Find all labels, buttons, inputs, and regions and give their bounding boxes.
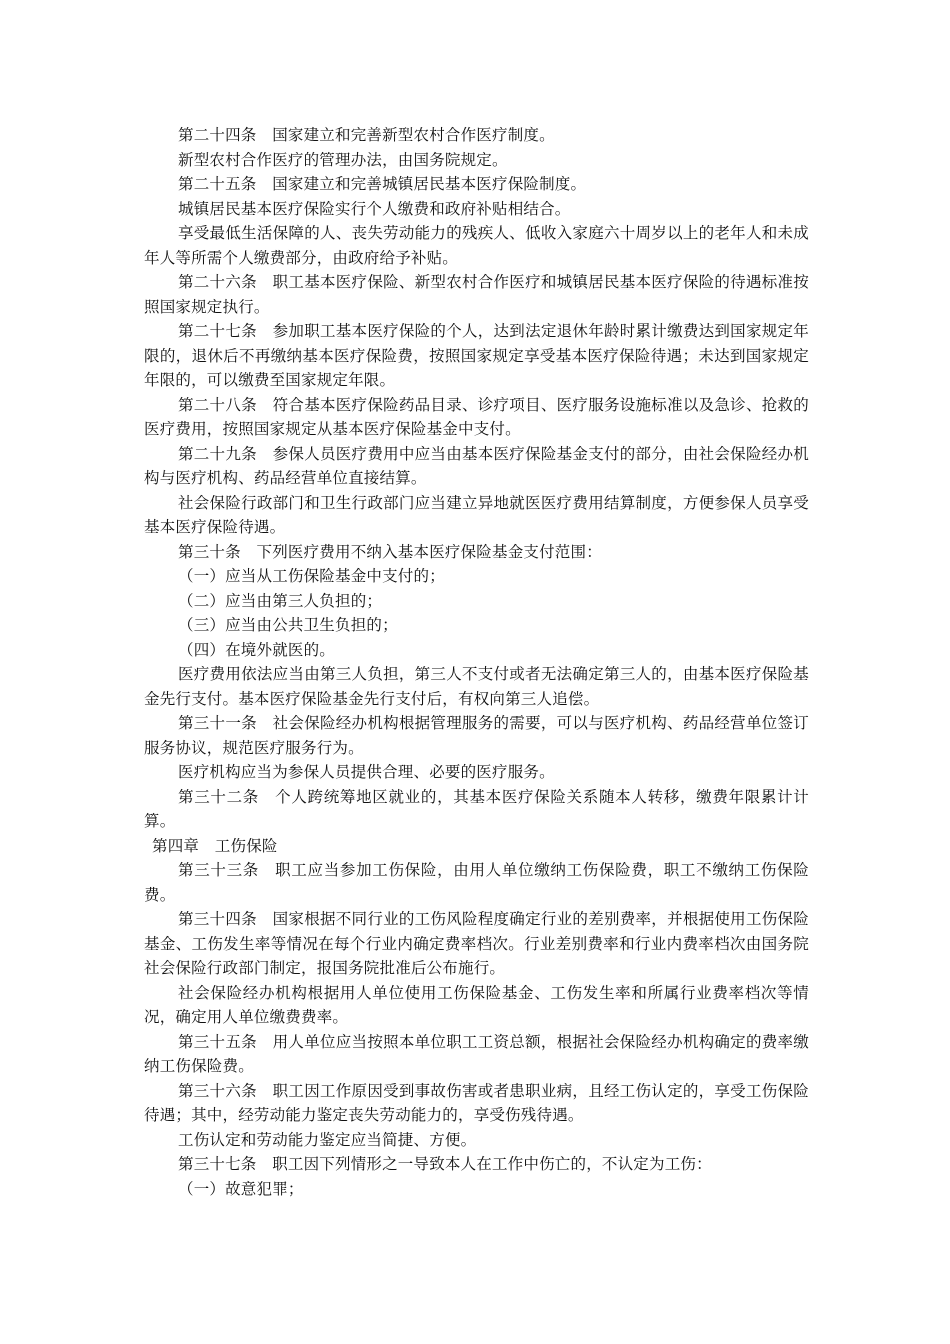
article-25-clause-1: 城镇居民基本医疗保险实行个人缴费和政府补贴相结合。 xyxy=(178,199,571,218)
chapter-heading: 第四章 工伤保险 xyxy=(152,836,278,855)
article-37: 第三十七条 职工因下列情形之一导致本人在工作中伤亡的，不认定为工伤： xyxy=(178,1155,712,1173)
article-31-clause: 医疗机构应当为参保人员提供合理、必要的医疗服务。 xyxy=(178,763,555,781)
article-34: 第三十四条 国家根据不同行业的工伤风险程度确定行业的差别费率，并根据使用工伤保险基金、工伤发生率等情况在每个行业内确定费率档次。行业差别费率和行业内费率档次由国务院社会保险行政部门制定，报国务院批准后公布施行。 xyxy=(144,910,809,977)
article-31: 第三十一条 社会保险经办机构根据管理服务的需要，可以与医疗机构、药品经营单位签订服务协议，规范医疗服务行为。 xyxy=(144,714,809,757)
article-35: 第三十五条 用人单位应当按照本单位职工工资总额，根据社会保险经办机构确定的费率缴纳工伤保险费。 xyxy=(144,1032,809,1075)
article-36-clause: 工伤认定和劳动能力鉴定应当简捷、方便。 xyxy=(178,1130,477,1149)
article-24-clause: 新型农村合作医疗的管理办法，由国务院规定。 xyxy=(178,150,508,169)
article-34-clause: 社会保险经办机构根据用人单位使用工伤保险基金、工伤发生率和所属行业费率档次等情况，确定用人单位缴费费率。 xyxy=(144,983,809,1026)
article-30-clause: 医疗费用依法应当由第三人负担，第三人不支付或者无法确定第三人的，由基本医疗保险基金先行支付。基本医疗保险基金先行支付后，有权向第三人追偿。 xyxy=(144,665,809,708)
article-30-item-2: （二）应当由第三人负担的； xyxy=(178,591,383,610)
article-29-clause: 社会保险行政部门和卫生行政部门应当建立异地就医医疗费用结算制度，方便参保人员享受基本医疗保险待遇。 xyxy=(144,493,809,536)
article-28: 第二十八条 符合基本医疗保险药品目录、诊疗项目、医疗服务设施标准以及急诊、抢救的医疗费用，按照国家规定从基本医疗保险基金中支付。 xyxy=(144,395,809,438)
article-25-clause-2: 享受最低生活保障的人、丧失劳动能力的残疾人、低收入家庭六十周岁以上的老年人和未成年人等所需个人缴费部分，由政府给予补贴。 xyxy=(144,224,809,267)
article-27: 第二十七条 参加职工基本医疗保险的个人，达到法定退休年龄时累计缴费达到国家规定年限的，退休后不再缴纳基本医疗保险费，按照国家规定享受基本医疗保险待遇；未达到国家规定年限的，可以缴费至国家规定年限。 xyxy=(144,322,809,389)
article-25: 第二十五条 国家建立和完善城镇居民基本医疗保险制度。 xyxy=(178,175,587,193)
article-36: 第三十六条 职工因工作原因受到事故伤害或者患职业病，且经工伤认定的，享受工伤保险待遇；其中，经劳动能力鉴定丧失劳动能力的，享受伤残待遇。 xyxy=(144,1081,809,1124)
article-30-item-4: （四）在境外就医的。 xyxy=(178,640,336,659)
article-32: 第三十二条 个人跨统筹地区就业的，其基本医疗保险关系随本人转移，缴费年限累计计算。 xyxy=(144,787,809,830)
article-30-item-1: （一）应当从工伤保险基金中支付的； xyxy=(178,567,445,585)
article-30: 第三十条 下列医疗费用不纳入基本医疗保险基金支付范围： xyxy=(178,542,602,561)
article-26: 第二十六条 职工基本医疗保险、新型农村合作医疗和城镇居民基本医疗保险的待遇标准按照国家规定执行。 xyxy=(144,273,809,316)
article-33: 第三十三条 职工应当参加工伤保险，由用人单位缴纳工伤保险费，职工不缴纳工伤保险费。 xyxy=(144,861,809,904)
article-29: 第二十九条 参保人员医疗费用中应当由基本医疗保险基金支付的部分，由社会保险经办机构与医疗机构、药品经营单位直接结算。 xyxy=(144,444,809,487)
article-37-item-1: （一）故意犯罪； xyxy=(178,1179,304,1198)
article-30-item-3: （三）应当由公共卫生负担的； xyxy=(178,616,398,634)
article-24: 第二十四条 国家建立和完善新型农村合作医疗制度。 xyxy=(178,126,555,144)
document-body xyxy=(144,123,809,1201)
